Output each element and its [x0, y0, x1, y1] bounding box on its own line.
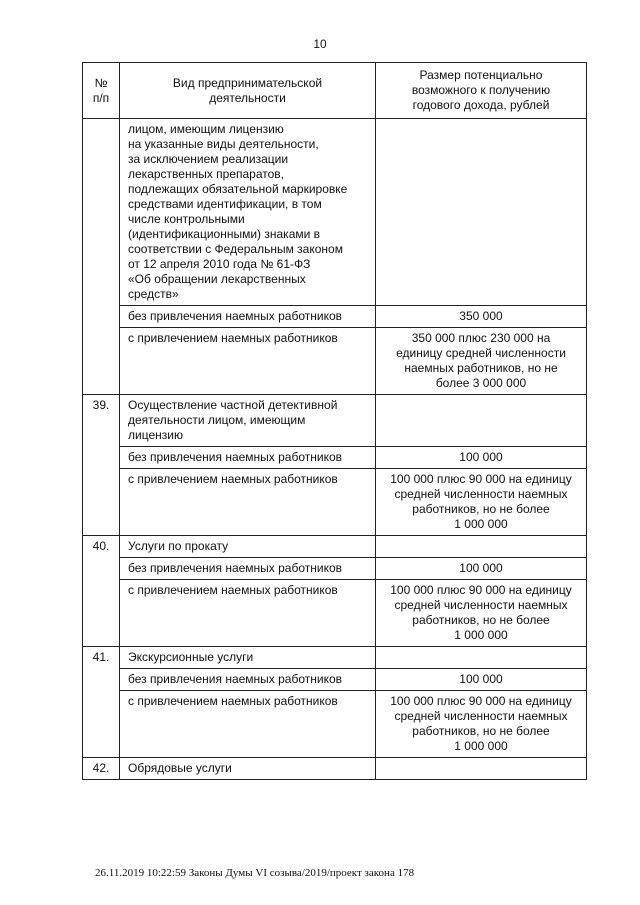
row-label: без привлечения наемных работников	[120, 669, 376, 691]
table-row	[83, 758, 587, 780]
section-title: Услуги по прокату	[120, 536, 376, 558]
row-value	[376, 119, 587, 306]
row-num: 39.	[83, 395, 120, 447]
row-value: 100 000	[376, 558, 587, 580]
table-row	[83, 395, 587, 447]
header-num: № п/п	[83, 63, 120, 119]
section-title: Обрядовые услуги	[120, 758, 376, 780]
section-title: Осуществление частной детективной деятельности лицом, имеющим лицензию	[120, 395, 376, 447]
row-label: с привлечением наемных работников	[120, 580, 376, 647]
row-label: без привлечения наемных работников	[120, 447, 376, 469]
table-row	[83, 328, 587, 395]
row-label: с привлечением наемных работников	[120, 469, 376, 536]
income-table	[82, 62, 587, 780]
table-row	[83, 119, 587, 306]
row-value: 100 000 плюс 90 000 на единицу средней численности наемных работников, но не более 1 000 000	[376, 469, 587, 536]
table-row	[83, 580, 587, 647]
row-value: 100 000 плюс 90 000 на единицу средней численности наемных работников, но не более 1 000 000	[376, 691, 587, 758]
table-row	[83, 647, 587, 669]
row-num: 41.	[83, 647, 120, 669]
row-num	[83, 119, 120, 306]
row-value: 350 000	[376, 306, 587, 328]
table-row	[83, 447, 587, 469]
header-income: Размер потенциально возможного к получению годового дохода, рублей	[376, 63, 587, 119]
document-footer: 26.11.2019 10:22:59 Законы Думы VI созыва/2019/проект закона 178	[95, 867, 415, 879]
table-row	[83, 558, 587, 580]
table-row	[83, 691, 587, 758]
row-value: 100 000	[376, 447, 587, 469]
row-value: 100 000	[376, 669, 587, 691]
row-value: 350 000 плюс 230 000 на единицу средней численности наемных работников, но не более 3 000 000	[376, 328, 587, 395]
row-num: 40.	[83, 536, 120, 558]
page-number: 10	[313, 37, 327, 51]
table-row	[83, 536, 587, 558]
row-label: без привлечения наемных работников	[120, 306, 376, 328]
row-num: 42.	[83, 758, 120, 780]
table-row	[83, 669, 587, 691]
row-label: с привлечением наемных работников	[120, 691, 376, 758]
row-label: с привлечением наемных работников	[120, 328, 376, 395]
continuation-text: лицом, имеющим лицензию на указанные виды деятельности, за исключением реализации лекарственных препаратов, подлежащих обязательной маркировке средствами идентификации, в том числе контрольными (идентификационными) знаками в соответствии с Федеральным законом от 12 апреля 2010 года № 61-ФЗ «Об обращении лекарственных средств»	[120, 119, 376, 306]
table-row	[83, 469, 587, 536]
section-title: Экскурсионные услуги	[120, 647, 376, 669]
row-label: без привлечения наемных работников	[120, 558, 376, 580]
table-header-row	[83, 63, 587, 119]
header-activity: Вид предпринимательской деятельности	[120, 63, 376, 119]
table-row	[83, 306, 587, 328]
row-value: 100 000 плюс 90 000 на единицу средней численности наемных работников, но не более 1 000 000	[376, 580, 587, 647]
